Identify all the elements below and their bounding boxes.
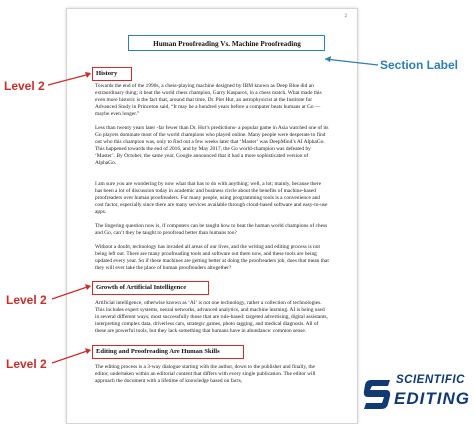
paragraph: Less than twenty years later -far fewer than Dr. Hut’s predictions- a popular game in Asia watched one of its Go players dominate most of the world champions who played online. Many people were desperate to find out who this champion was, only to find out a few weeks later that ‘Master’ was DeepMind’s AI AlphaGo. This happened towards the end of 2016, and by May 2017, the Go world-champion was defeated by ‘Master’. By October, the same year, Google announced that it had a more sophisticated version of AlphaGo.	[95, 125, 329, 166]
paragraph: I am sure you are wondering by now what that has to do with anything; well, a lot; mainly, because there has been a lot of discussion today in academic and business circle about the benefits of machine-based proofreaders over human proofreaders. For many people, using programming tools is a convenience and cost factor, especially since there are many services available through cloud-based software and easy-to-use apps.	[95, 181, 328, 215]
section-label-annotation: Section Label	[380, 58, 459, 72]
level-2-annotation: Level 2	[6, 293, 47, 307]
level-2-annotation: Level 2	[6, 357, 47, 371]
document-title: Human Proofreading Vs. Machine Proofreading	[153, 40, 301, 48]
paragraph: The editing process is a 3-way dialogue starting with the author, down to the publisher and finally, the editor, undertaken within an editorial content that differs with every single publication. The editor will approach the document with a lifetime of knowledge based on facts,	[95, 364, 316, 384]
heading-editing-proofreading: Editing and Proofreading Are Human Skills	[96, 348, 220, 355]
heading-history: History	[96, 70, 118, 77]
logo-s-mark-icon	[362, 376, 394, 412]
page-number: 2	[344, 14, 347, 19]
document-page	[66, 8, 358, 424]
scientific-editing-logo	[356, 372, 472, 420]
logo-text-line2: EDITING	[394, 389, 470, 408]
paragraph: Without a doubt, technology has invaded all areas of our lives, and the writing and editing process is not being left out. There are many proofreading tools and software out there now, and these tools are being updated every year. So if these machines are getting better at doing the proofreaders job, does that mean that they will ever take the place of human proofreaders altogether?	[95, 244, 329, 271]
paragraph: Artificial intelligence, otherwise known as ‘AI’ is not one technology, rather a collection of technologies. This includes expert systems, neural networks, advanced analytics, and machine learning. AI is being used in several different ways; most successfully those that are rule-based: targeted advertising, digital assistants, interpreting complex data, driverless cars, strategic games, photo tagging, and medical diagnosis. All of these are powerful tools, but they lack something that humans have in abundance: common sense.	[95, 300, 328, 334]
paragraph: The lingering question now is, if computers can be taught how to beat the human world champions of chess and Go, can’t they be taught to proofread better than humans too?	[95, 223, 328, 236]
level-2-annotation: Level 2	[4, 79, 45, 93]
logo-text-line1: SCIENTIFIC	[396, 374, 465, 386]
heading-growth-of-ai: Growth of Artificial Intelligence	[96, 284, 187, 291]
paragraph: Towards the end of the 1990s, a chess-playing machine designed by IBM known as Deep Blue did an extraordinary thing; it beat the world chess champion, Garry Kasparov, in a chess match. What made this even more historic is the fact that, around that time, Dr. Piet Hut, an astrophysicist at the Institute for Advanced Study in Princeton said, “It may be a hundred years before a computer beats humans at Go — maybe even longer.”	[95, 83, 322, 117]
